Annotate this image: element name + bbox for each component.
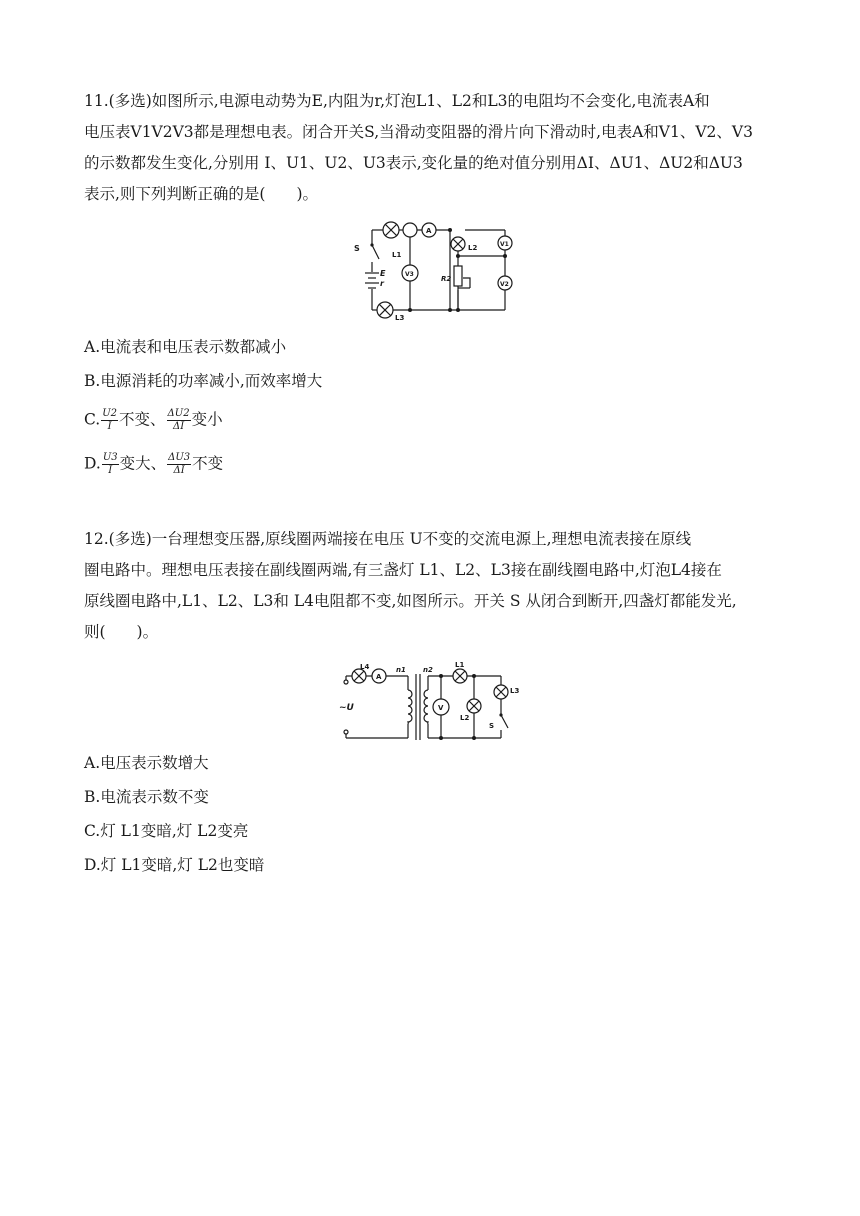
question-12-stem [84,524,776,648]
q11-label-a: A [426,227,432,235]
q11-option-c [84,408,223,433]
q12-label-l4: L4 [360,663,370,671]
q11-d-frac1-num: U3 [102,452,118,463]
q11-d-frac2-num: ΔU3 [168,452,191,463]
q11-label-r: r [380,279,384,288]
q12-label-n1: n1 [396,666,406,674]
q11-c-post: 变小 [191,410,223,429]
q12-label-n2: n2 [423,666,433,674]
q11-option-a: A.电流表和电压表示数都减小 [84,338,287,356]
q11-label-s: S [354,244,360,253]
q12-option-b: B.电流表示数不变 [84,788,209,806]
question-11-stem [84,86,776,210]
q12-label-s: S [489,722,495,730]
q11-c-mid: 不变、 [119,410,166,429]
q11-label-l1: L1 [392,251,402,259]
q11-d-mid: 变大、 [119,454,167,473]
q11-c-frac2-num: ΔU2 [167,408,190,419]
q11-c-frac2-den: ΔI [172,421,185,432]
q11-d-frac2-den: ΔI [173,465,185,476]
q11-label-v3: V3 [405,271,414,278]
q11-line-3: 的示数都发生变化,分别用 I、U1、U2、U3表示,变化量的绝对值分别用ΔI、ΔU1、ΔU2和ΔU3 [84,154,743,172]
q12-option-d: D.灯 L1变暗,灯 L2也变暗 [84,856,265,874]
q12-line-3: 原线圈电路中,L1、L2、L3和 L4电阻都不变,如图所示。开关 S 从闭合到断开,四盏灯都能发光, [84,592,737,610]
q11-label-l2: L2 [468,244,478,252]
q11-option-d-letter: D. [84,454,101,473]
q11-line-1: 11.(多选)如图所示,电源电动势为E,内阻为r,灯泡L1、L2和L3的电阻均不会变化,电流表A和 [84,92,710,110]
q11-option-c-letter: C. [84,410,101,429]
q12-line-2: 圈电路中。理想电压表接在副线圈两端,有三盏灯 L1、L2、L3接在副线圈电路中,灯泡L4接在 [84,561,722,579]
q12-label-u: ~U [339,703,354,713]
q12-label-l2: L2 [460,714,470,722]
q12-line-1: 12.(多选)一台理想变压器,原线圈两端接在电压 U不变的交流电源上,理想电流表接在原线 [84,530,692,548]
q12-label-l3: L3 [510,687,520,695]
q11-label-v1: V1 [500,241,509,248]
q11-d-post: 不变 [192,454,224,473]
q12-label-v: V [438,704,444,712]
q11-label-v2: V2 [500,281,509,288]
q12-option-c: C.灯 L1变暗,灯 L2变亮 [84,822,249,840]
q12-option-a: A.电压表示数增大 [84,754,209,772]
q11-line-2: 电压表V1V2V3都是理想电表。闭合开关S,当滑动变阻器的滑片向下滑动时,电表A和V1、V2、V3 [84,123,753,141]
q11-circuit-diagram [350,218,520,320]
q12-line-4: 则( )。 [84,623,159,641]
q11-option-d [84,452,223,477]
q11-d-frac1-den: I [108,465,113,476]
q12-label-a: A [376,673,382,681]
q11-line-4: 表示,则下列判断正确的是( )。 [84,185,319,203]
q11-label-e: E [380,269,386,278]
q12-label-l1: L1 [455,661,465,669]
q11-option-b: B.电源消耗的功率减小,而效率增大 [84,372,323,390]
q12-transformer-diagram [336,660,526,742]
q11-label-r2: R2 [441,275,452,283]
q11-label-l3: L3 [395,314,405,320]
q11-c-frac1-den: I [107,421,112,432]
q11-c-frac1-num: U2 [102,408,118,419]
q11-lamp-icons [377,222,465,318]
